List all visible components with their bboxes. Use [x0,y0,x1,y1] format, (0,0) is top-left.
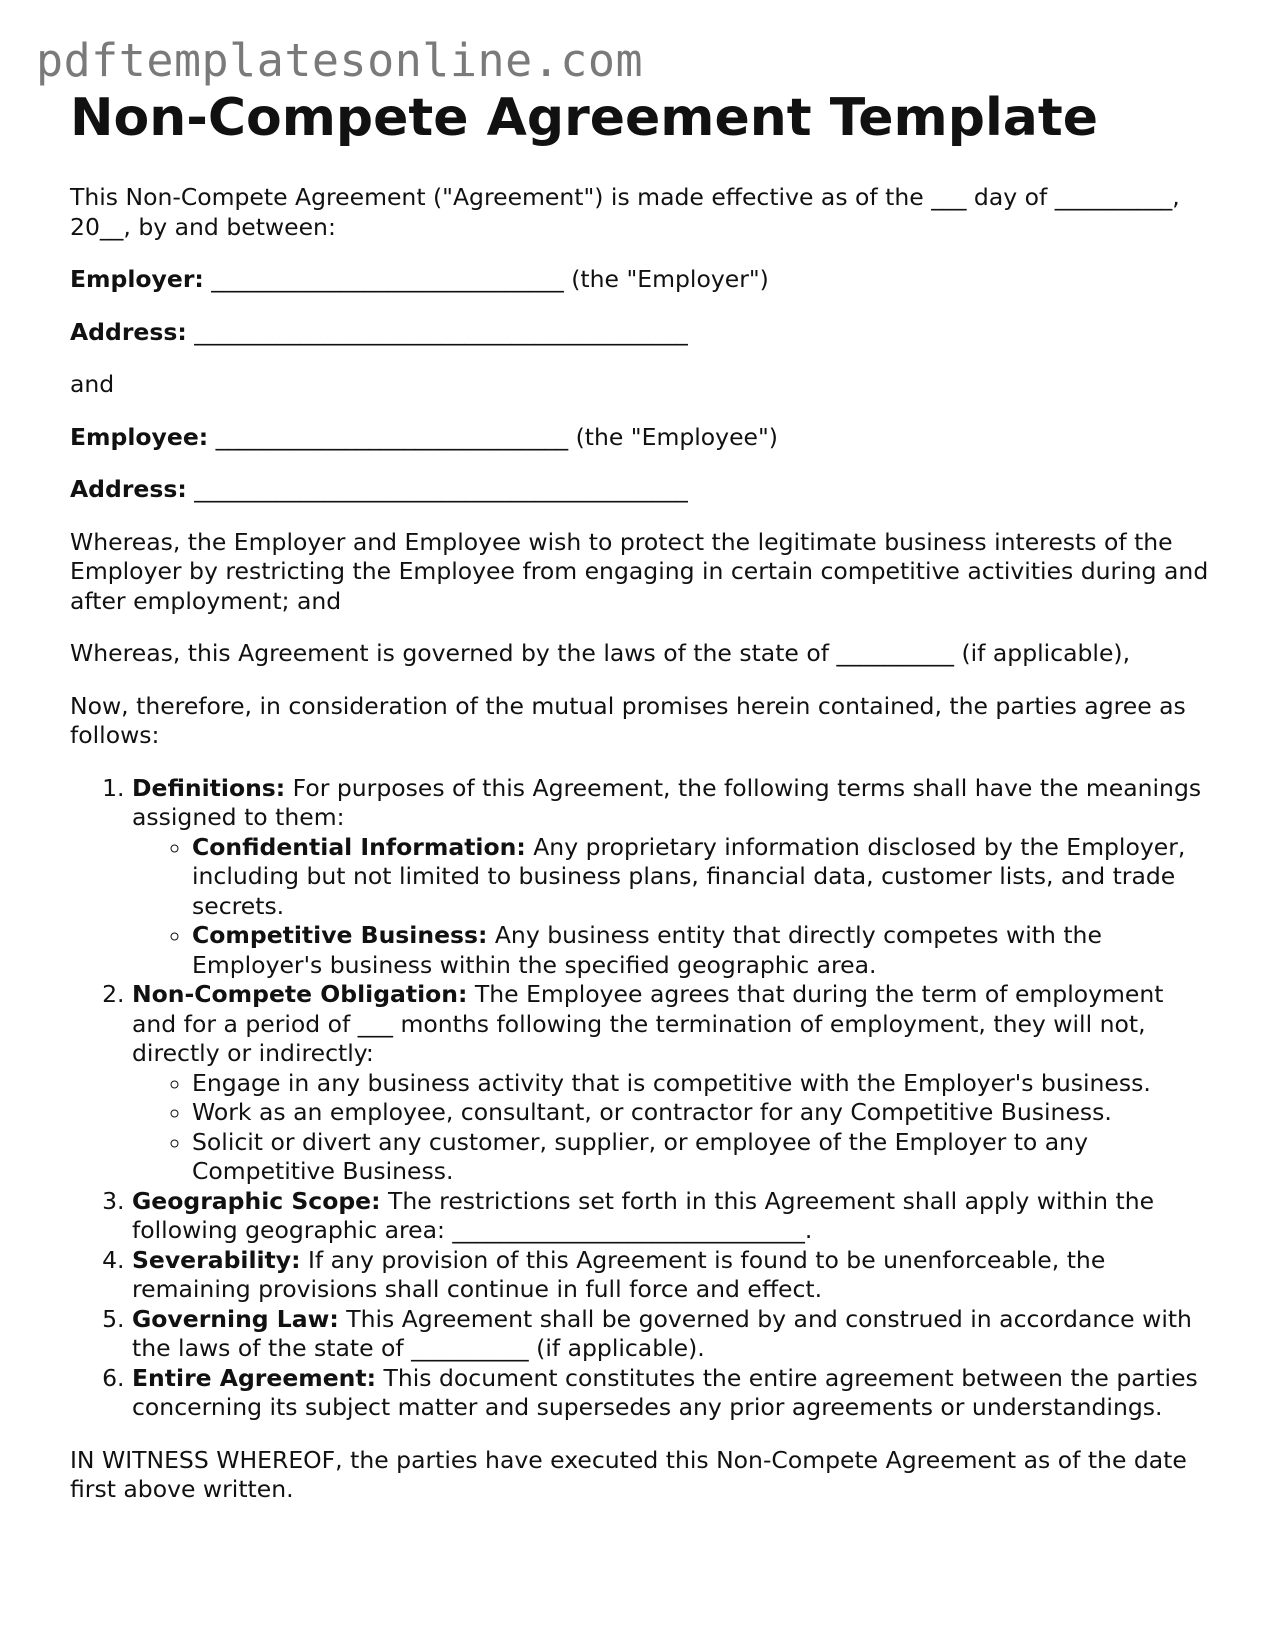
employer-label: Employer: [70,265,204,293]
intro-paragraph: This Non-Compete Agreement ("Agreement") is made effective as of the ___ day of __________, 20__, by and between: [70,183,1180,241]
subitem-text: Engage in any business activity that is competitive with the Employer's business. [192,1068,1151,1097]
section-geographic-scope [132,1187,1215,1246]
section-entire-agreement [132,1364,1215,1423]
watermark: pdftemplatesonline.com [36,34,644,87]
section-heading: Definitions: [132,773,286,802]
witness-paragraph: IN WITNESS WHEREOF, the parties have executed this Non-Compete Agreement as of the date first above written. [70,1445,1187,1503]
now-therefore-paragraph: Now, therefore, in consideration of the mutual promises herein contained, the parties agree as follows: [70,691,1186,749]
section-heading: Non-Compete Obligation: [132,980,468,1008]
section-text: For purposes of this Agreement, the following terms shall have the meanings assigned to them: [132,773,1202,831]
employee-field [70,423,1215,453]
obligations-sublist [132,1069,1215,1187]
subitem-heading: Confidential Information: [192,832,526,861]
definitions-sublist [132,833,1215,981]
section-heading: Governing Law: [132,1304,339,1333]
list-item [192,1098,1215,1128]
whereas-paragraph-1: Whereas, the Employer and Employee wish to protect the legitimate business interests of the Employer by restricting the Employee from engaging in certain competitive activities during and after employment; and [70,527,1209,615]
employer-field [70,265,1215,295]
sections-list [70,774,1215,1423]
document-title: Non-Compete Agreement Template [70,88,1098,148]
employer-address-field [70,318,1215,348]
employee-address-label: Address: [70,475,187,503]
section-text: This Agreement shall be governed by and construed in accordance with the laws of the state of __________ (if applicable). [132,1304,1192,1362]
section-text: If any provision of this Agreement is found to be unenforceable, the remaining provisions shall continue in full force and effect. [132,1245,1106,1303]
list-item [192,833,1215,922]
subitem-text: Any proprietary information disclosed by the Employer, including but not limited to business plans, financial data, customer lists, and trade secrets. [192,832,1186,920]
subitem-text: Any business entity that directly competes with the Employer's business within the specified geographic area. [192,921,1102,979]
subitem-text: Work as an employee, consultant, or contractor for any Competitive Business. [192,1098,1112,1126]
section-text: The restrictions set forth in this Agreement shall apply within the following geographic area: ______________________________. [132,1186,1155,1244]
employee-label: Employee: [70,422,209,451]
section-heading: Entire Agreement: [132,1363,377,1392]
section-severability [132,1246,1215,1305]
subitem-heading: Competitive Business: [192,921,488,949]
and-text: and [70,370,115,398]
section-heading: Geographic Scope: [132,1186,381,1215]
section-governing-law [132,1305,1215,1364]
employer-address-blank: __________________________________________ [186,317,688,346]
employer-address-label: Address: [70,317,187,346]
employer-blank: ______________________________ (the "Employer") [203,265,769,293]
employee-address-blank: __________________________________________ [186,475,688,503]
section-definitions [132,774,1215,981]
list-item [192,1128,1215,1187]
employee-address-field [70,475,1215,505]
employee-blank: ______________________________ (the "Employee") [208,422,778,451]
list-item [192,921,1215,980]
section-non-compete [132,980,1215,1187]
list-item [192,1069,1215,1099]
section-text: This document constitutes the entire agreement between the parties concerning its subject matter and supersedes any prior agreements or understandings. [132,1363,1198,1421]
whereas-paragraph-2: Whereas, this Agreement is governed by the laws of the state of __________ (if applicable), [70,639,1131,667]
subitem-text: Solicit or divert any customer, supplier, or employee of the Employer to any Competitive Business. [192,1127,1088,1185]
document-body [70,183,1215,1528]
section-text: The Employee agrees that during the term of employment and for a period of ___ months following the termination of employment, they will not, directly or indirectly: [132,980,1164,1067]
section-heading: Severability: [132,1245,301,1274]
